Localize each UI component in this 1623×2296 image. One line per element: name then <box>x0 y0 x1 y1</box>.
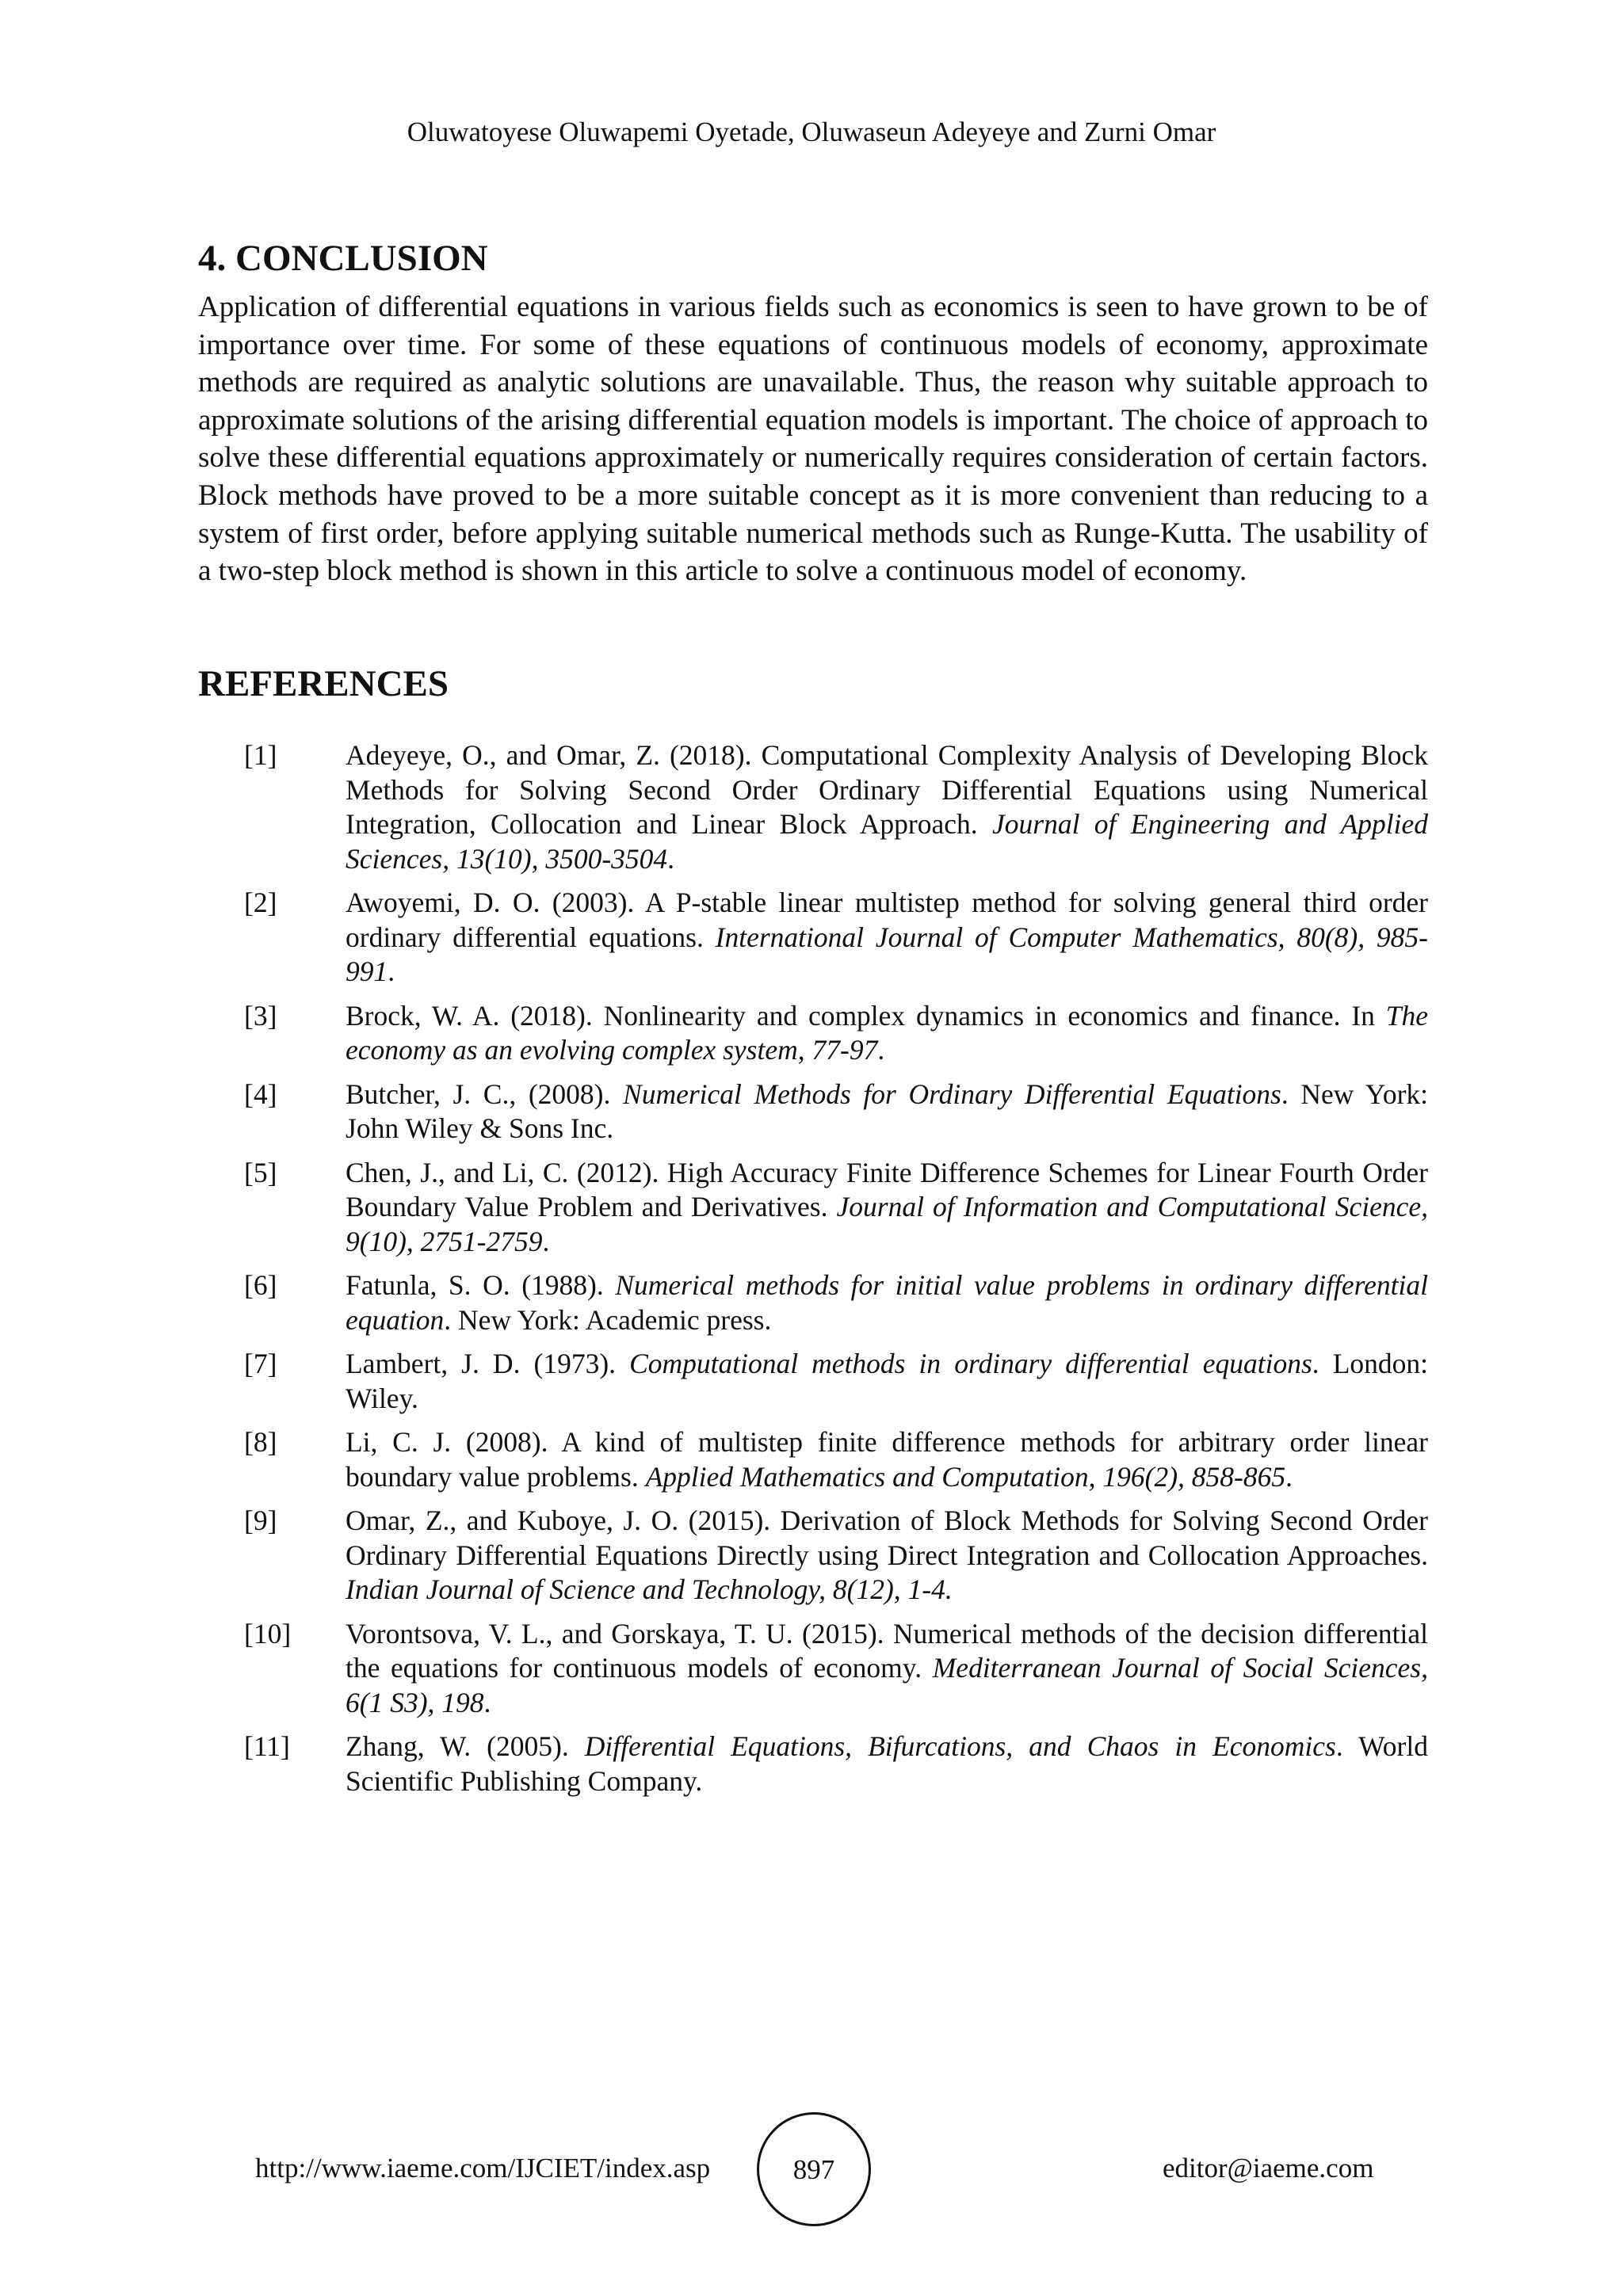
reference-item <box>198 999 1428 1068</box>
page-number: 897 <box>792 2154 835 2185</box>
reference-text: Lambert, J. D. (1973). Computational methods in ordinary differential equations. London: Wiley. <box>346 1348 1428 1414</box>
reference-number: [8] <box>244 1426 277 1458</box>
reference-number: [9] <box>244 1505 277 1536</box>
reference-text: Adeyeye, O., and Omar, Z. (2018). Computational Complexity Analysis of Developing Block Methods for Solving Second Order Ordinary Differential Equations using Numerical Integration, Collocation and Linear Block Approach. Journal of Engineering and Applied Sciences, 13(10), 3500-3504. <box>346 739 1428 875</box>
reference-item <box>198 1156 1428 1260</box>
references-heading: REFERENCES <box>198 663 449 704</box>
running-head-authors: Oluwatoyese Oluwapemi Oyetade, Oluwaseun Adeyeye and Zurni Omar <box>407 116 1216 147</box>
reference-number: [5] <box>244 1156 277 1188</box>
reference-number: [7] <box>244 1348 277 1379</box>
reference-number: [6] <box>244 1269 277 1301</box>
reference-text: Vorontsova, V. L., and Gorskaya, T. U. (2015). Numerical methods of the decision differential the equations for continuous models of economy. Mediterranean Journal of Social Sciences, 6(1 S3), 198. <box>346 1617 1428 1718</box>
reference-item <box>198 1730 1428 1798</box>
reference-item <box>198 1504 1428 1608</box>
reference-text: Butcher, J. C., (2008). Numerical Methods for Ordinary Differential Equations. New York: John Wiley & Sons Inc. <box>346 1077 1429 1144</box>
reference-text: Li, C. J. (2008). A kind of multistep finite difference methods for arbitrary order linear boundary value problems. Applied Mathematics and Computation, 196(2), 858-865. <box>346 1426 1428 1493</box>
reference-list <box>198 738 1428 1808</box>
reference-text: Zhang, W. (2005). Differential Equations, Bifurcations, and Chaos in Economics. World Scientific Publishing Company. <box>346 1730 1428 1797</box>
reference-item <box>198 738 1428 876</box>
reference-number: [10] <box>244 1617 292 1650</box>
page-number-circle <box>757 2112 871 2226</box>
reference-number: [1] <box>244 739 277 771</box>
reference-text: Omar, Z., and Kuboye, J. O. (2015). Derivation of Block Methods for Solving Second Order Ordinary Differential Equations Directly using Direct Integration and Collocation Approaches. Indian Journal of Science and Technology, 8(12), 1-4. <box>346 1505 1428 1605</box>
reference-number: [2] <box>244 887 277 918</box>
reference-item <box>198 1268 1428 1337</box>
conclusion-heading: 4. CONCLUSION <box>198 238 488 279</box>
reference-text: Brock, W. A. (2018). Nonlinearity and complex dynamics in economics and finance. In The economy as an evolving complex system, 77-97. <box>346 999 1428 1066</box>
footer-journal-link[interactable]: http://www.iaeme.com/IJCIET/index.asp <box>255 2153 711 2183</box>
reference-item <box>198 1617 1428 1721</box>
footer-email-link[interactable]: editor@iaeme.com <box>1163 2153 1374 2183</box>
reference-number: [3] <box>244 999 277 1032</box>
reference-item <box>198 1077 1428 1146</box>
reference-item <box>198 1425 1428 1494</box>
reference-item <box>198 1347 1428 1416</box>
reference-text: Awoyemi, D. O. (2003). A P-stable linear multistep method for solving general third order ordinary differential equations. International Journal of Computer Mathematics, 80(8), 985-991. <box>346 887 1428 987</box>
reference-number: [4] <box>244 1077 277 1110</box>
reference-text: Fatunla, S. O. (1988). Numerical methods for initial value problems in ordinary differential equation. New York: Academic press. <box>346 1269 1428 1336</box>
reference-item <box>198 886 1428 990</box>
conclusion-paragraph: Application of differential equations in various fields such as economics is seen to have grown to be of importance over time. For some of these equations of continuous models of economy, approximate methods are required as analytic solutions are unavailable. Thus, the reason why suitable approach to approximate solutions of the arising differential equation models is important. The choice of approach to solve these differential equations approximately or numerically requires consideration of certain factors. Block methods have proved to be a more suitable concept as it is more convenient than reducing to a system of first order, before applying suitable numerical methods such as Runge-Kutta. The usability of a two-step block method is shown in this article to solve a continuous model of economy. <box>198 291 1428 588</box>
reference-number: [11] <box>244 1730 290 1762</box>
reference-text: Chen, J., and Li, C. (2012). High Accuracy Finite Difference Schemes for Linear Fourth Order Boundary Value Problem and Derivatives. Journal of Information and Computational Science, 9(10), 2751-2759. <box>346 1156 1428 1257</box>
